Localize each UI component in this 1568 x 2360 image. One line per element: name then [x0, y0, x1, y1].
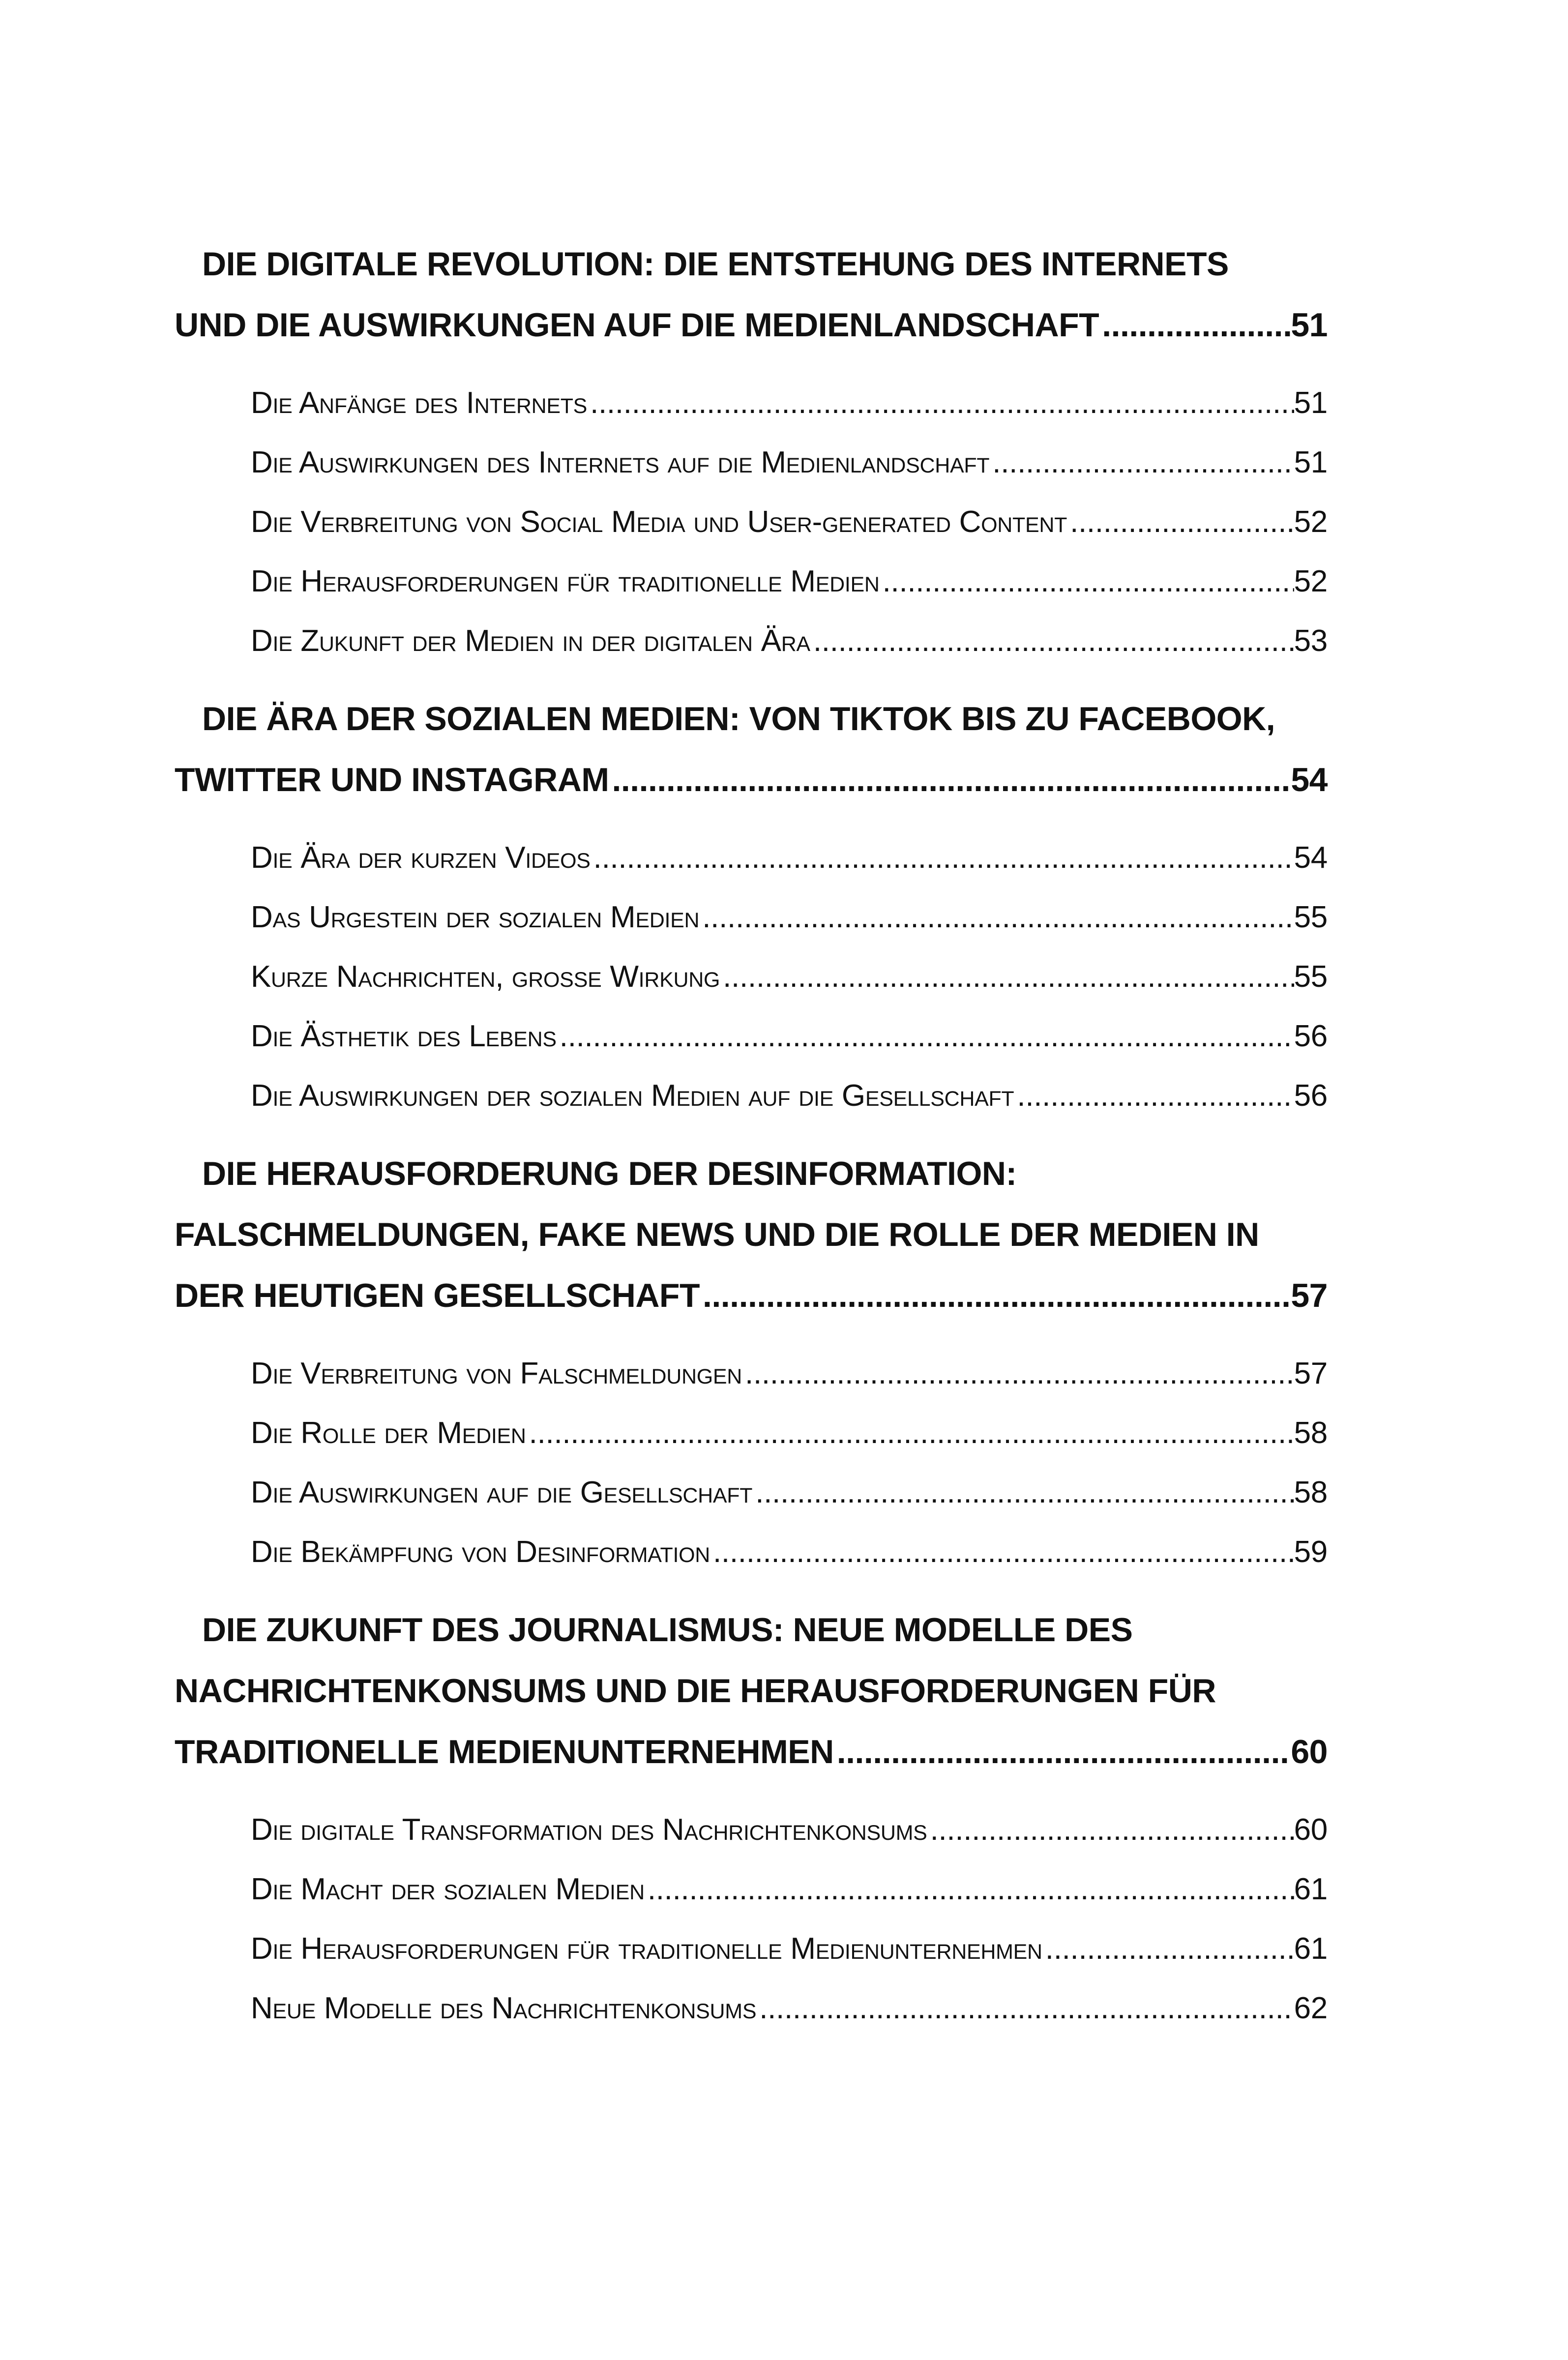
- dot-leader: [1042, 1919, 1294, 1978]
- section-title: Die Anfänge des Internets: [251, 386, 588, 420]
- chapter-page-number: 57: [1291, 1277, 1328, 1314]
- dot-leader: [710, 1522, 1294, 1582]
- section-title: Die Auswirkungen auf die Gesellschaft: [251, 1475, 753, 1509]
- section-title: Die Bekämpfung von Desinformation: [251, 1535, 710, 1569]
- dot-leader: [880, 552, 1294, 611]
- section-list: [175, 1800, 1328, 2038]
- section-title: Kurze Nachrichten, große Wirkung: [251, 960, 720, 994]
- toc-entry[interactable]: [251, 828, 1328, 887]
- dot-leader: [927, 1800, 1294, 1859]
- section-title: Neue Modelle des Nachrichtenkonsums: [251, 1991, 757, 2025]
- chapter-page-number: 54: [1291, 761, 1328, 798]
- section-title: Die Macht der sozialen Medien: [251, 1872, 645, 1906]
- section-title: Die Zukunft der Medien in der digitalen Ära: [251, 624, 810, 658]
- section-page-number: 53: [1294, 624, 1328, 658]
- toc-entry[interactable]: [251, 1978, 1328, 2038]
- section-page-number: 54: [1294, 841, 1328, 875]
- chapter-title-line[interactable]: FALSCHMELDUNGEN, FAKE NEWS UND DIE ROLLE DER MEDIEN IN: [175, 1216, 1259, 1253]
- section-page-number: 55: [1294, 900, 1328, 934]
- chapter-title-line[interactable]: DIE ZUKUNFT DES JOURNALISMUS: NEUE MODELLE DES: [202, 1611, 1133, 1649]
- toc-entry[interactable]: [251, 1522, 1328, 1582]
- section-title: Die Ära der kurzen Videos: [251, 841, 591, 875]
- section-page-number: 57: [1294, 1357, 1328, 1390]
- dot-leader: [810, 611, 1294, 671]
- toc-chapter: [175, 688, 1328, 1125]
- section-page-number: 61: [1294, 1872, 1328, 1906]
- section-title: Die Auswirkungen der sozialen Medien auf die Gesellschaft: [251, 1079, 1014, 1113]
- section-title: Die Ästhetik des Lebens: [251, 1019, 557, 1053]
- section-page-number: 55: [1294, 960, 1328, 994]
- chapter-page-number: 60: [1291, 1733, 1328, 1770]
- section-title: Das Urgestein der sozialen Medien: [251, 900, 700, 934]
- toc-entry[interactable]: [251, 1344, 1328, 1403]
- dot-leader: [645, 1859, 1294, 1919]
- dot-leader: [591, 828, 1294, 887]
- section-page-number: 61: [1294, 1932, 1328, 1966]
- toc-entry[interactable]: [251, 552, 1328, 611]
- section-page-number: 52: [1294, 505, 1328, 539]
- chapter-title-line[interactable]: UND DIE AUSWIRKUNGEN AUF DIE MEDIENLANDSCHAFT ..... 51: [175, 295, 1328, 355]
- section-page-number: 59: [1294, 1535, 1328, 1569]
- toc-entry[interactable]: [251, 1800, 1328, 1859]
- section-title: Die Herausforderungen für traditionelle Medien: [251, 564, 880, 598]
- section-list: [175, 1344, 1328, 1582]
- section-page-number: 60: [1294, 1813, 1328, 1847]
- section-page-number: 58: [1294, 1475, 1328, 1509]
- section-title: Die Herausforderungen für traditionelle Medienunternehmen: [251, 1932, 1042, 1966]
- dot-leader: [609, 749, 1291, 810]
- toc-entry[interactable]: [251, 1463, 1328, 1522]
- chapter-title-line[interactable]: DIE HERAUSFORDERUNG DER DESINFORMATION:: [202, 1155, 1017, 1192]
- chapter-title-line[interactable]: TRADITIONELLE MEDIENUNTERNEHMEN ..... 60: [175, 1721, 1328, 1782]
- section-title: Die Auswirkungen des Internets auf die Medienlandschaft: [251, 445, 990, 479]
- table-of-contents: [175, 234, 1328, 2056]
- toc-entry[interactable]: [251, 1066, 1328, 1125]
- dot-leader: [989, 433, 1294, 492]
- dot-leader: [1099, 295, 1291, 355]
- chapter-title-line[interactable]: DER HEUTIGEN GESELLSCHAFT ..... 57: [175, 1265, 1328, 1326]
- toc-entry[interactable]: [251, 887, 1328, 947]
- section-title: Die Verbreitung von Falschmeldungen: [251, 1357, 742, 1390]
- toc-entry[interactable]: [251, 1859, 1328, 1919]
- toc-entry[interactable]: [251, 373, 1328, 433]
- toc-chapter: [175, 1599, 1328, 2038]
- section-page-number: 56: [1294, 1019, 1328, 1053]
- dot-leader: [557, 1006, 1294, 1066]
- section-page-number: 58: [1294, 1416, 1328, 1450]
- chapter-title-line[interactable]: DIE ÄRA DER SOZIALEN MEDIEN: VON TIKTOK BIS ZU FACEBOOK,: [202, 700, 1275, 738]
- dot-leader: [752, 1463, 1294, 1522]
- chapter-title-line[interactable]: NACHRICHTENKONSUMS UND DIE HERAUSFORDERUNGEN FÜR: [175, 1672, 1216, 1710]
- section-title: Die Rolle der Medien: [251, 1416, 526, 1450]
- toc-chapter: [175, 234, 1328, 671]
- section-title: Die Verbreitung von Social Media und User-generated Content: [251, 505, 1067, 539]
- toc-entry[interactable]: [251, 1006, 1328, 1066]
- section-page-number: 51: [1294, 445, 1328, 479]
- dot-leader: [720, 947, 1294, 1006]
- dot-leader: [756, 1978, 1294, 2038]
- dot-leader: [1067, 492, 1294, 552]
- toc-entry[interactable]: [251, 433, 1328, 492]
- section-title: Die digitale Transformation des Nachrichtenkonsums: [251, 1813, 927, 1847]
- dot-leader: [699, 887, 1294, 947]
- dot-leader: [587, 373, 1294, 433]
- toc-entry[interactable]: [251, 611, 1328, 671]
- toc-entry[interactable]: [251, 492, 1328, 552]
- toc-chapter: [175, 1143, 1328, 1582]
- chapter-title-line[interactable]: DIE DIGITALE REVOLUTION: DIE ENTSTEHUNG DES INTERNETS: [202, 245, 1229, 283]
- section-page-number: 62: [1294, 1991, 1328, 2025]
- dot-leader: [742, 1344, 1294, 1403]
- dot-leader: [526, 1403, 1294, 1463]
- toc-entry[interactable]: [251, 1919, 1328, 1978]
- dot-leader: [834, 1721, 1291, 1782]
- dot-leader: [1014, 1066, 1294, 1125]
- section-list: [175, 373, 1328, 671]
- section-page-number: 52: [1294, 564, 1328, 598]
- toc-entry[interactable]: [251, 947, 1328, 1006]
- section-list: [175, 828, 1328, 1125]
- chapter-title-line[interactable]: TWITTER UND INSTAGRAM ..... 54: [175, 749, 1328, 810]
- chapter-page-number: 51: [1291, 306, 1328, 344]
- section-page-number: 56: [1294, 1079, 1328, 1113]
- section-page-number: 51: [1294, 386, 1328, 420]
- dot-leader: [700, 1265, 1291, 1326]
- toc-entry[interactable]: [251, 1403, 1328, 1463]
